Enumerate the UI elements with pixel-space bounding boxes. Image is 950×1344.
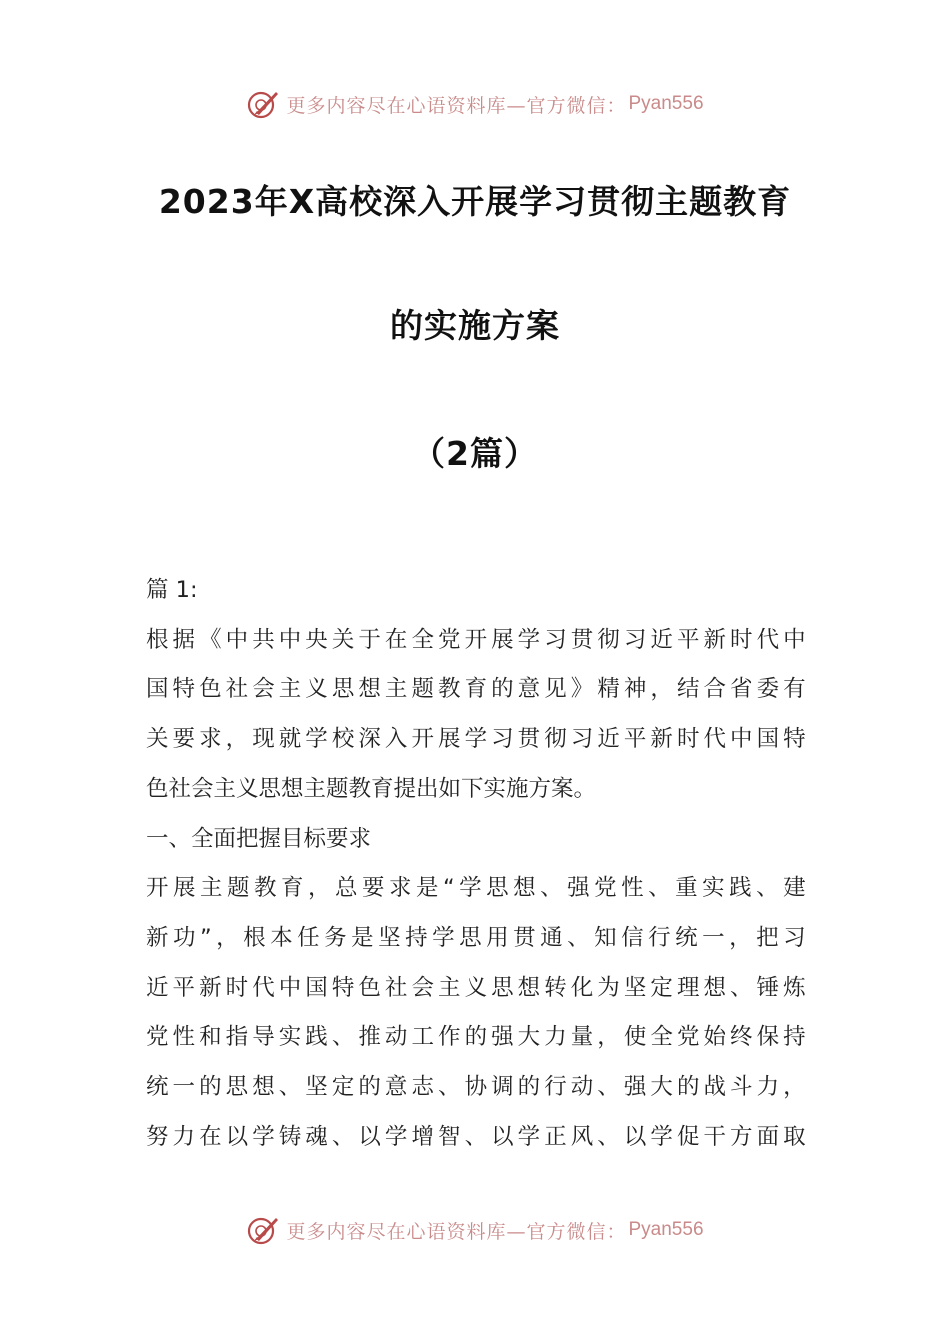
banner-text: 更多内容尽在心语资料库—官方微信： — [286, 1220, 627, 1243]
pen-logo-icon — [246, 87, 280, 121]
header-watermark-banner — [0, 84, 950, 124]
body-line: 国 特 色 社 会 主 义 思 想 主 题 教 育 的 意 见 》 精 神 ， 结 合 省 委 有 — [146, 676, 806, 703]
pen-logo-icon — [246, 1213, 280, 1247]
body-line: 篇 1: — [146, 577, 198, 603]
body-line: 统 一 的 思 想 、 坚 定 的 意 志 、 协 调 的 行 动 、 强 大 的 战 斗 力 ， — [146, 1074, 806, 1101]
body-line: 开 展 主 题 教 育 ， 总 要 求 是 “ 学 思 想 、 强 党 性 、 重 实 践 、 建 — [146, 875, 806, 902]
doc-title-line-2: 的实施方案 — [390, 306, 560, 345]
document-body — [146, 566, 806, 1162]
body-line: 色社会主义思想主题教育提出如下实施方案。 — [146, 775, 597, 802]
body-line: 关 要 求 ， 现 就 学 校 深 入 开 展 学 习 贯 彻 习 近 平 新 时 代 中 国 特 — [146, 726, 806, 753]
banner-account: Pyan556 — [628, 93, 704, 114]
banner-account: Pyan556 — [628, 1219, 704, 1240]
body-line: 根 据 《 中 共 中 央 关 于 在 全 党 开 展 学 习 贯 彻 习 近 平 新 时 代 中 — [146, 626, 806, 653]
body-line: 一、全面把握目标要求 — [146, 825, 372, 852]
body-line: 党 性 和 指 导 实 践 、 推 动 工 作 的 强 大 力 量 ， 使 全 党 始 终 保 持 — [146, 1024, 806, 1051]
doc-title-line-1: 2023年X高校深入开展学习贯彻主题教育 — [158, 182, 792, 221]
body-line: 新 功 ” ， 根 本 任 务 是 坚 持 学 思 用 贯 通 、 知 信 行 统 一 ， 把 习 — [146, 924, 806, 951]
footer-watermark-banner — [0, 1210, 950, 1250]
banner-text: 更多内容尽在心语资料库—官方微信： — [286, 94, 627, 117]
body-line: 近 平 新 时 代 中 国 特 色 社 会 主 义 思 想 转 化 为 坚 定 理 想 、 锤 炼 — [146, 974, 806, 1001]
doc-title-count: （2篇） — [412, 434, 538, 473]
body-line: 努 力 在 以 学 铸 魂 、 以 学 增 智 、 以 学 正 风 、 以 学 促 干 方 面 取 — [146, 1123, 806, 1150]
